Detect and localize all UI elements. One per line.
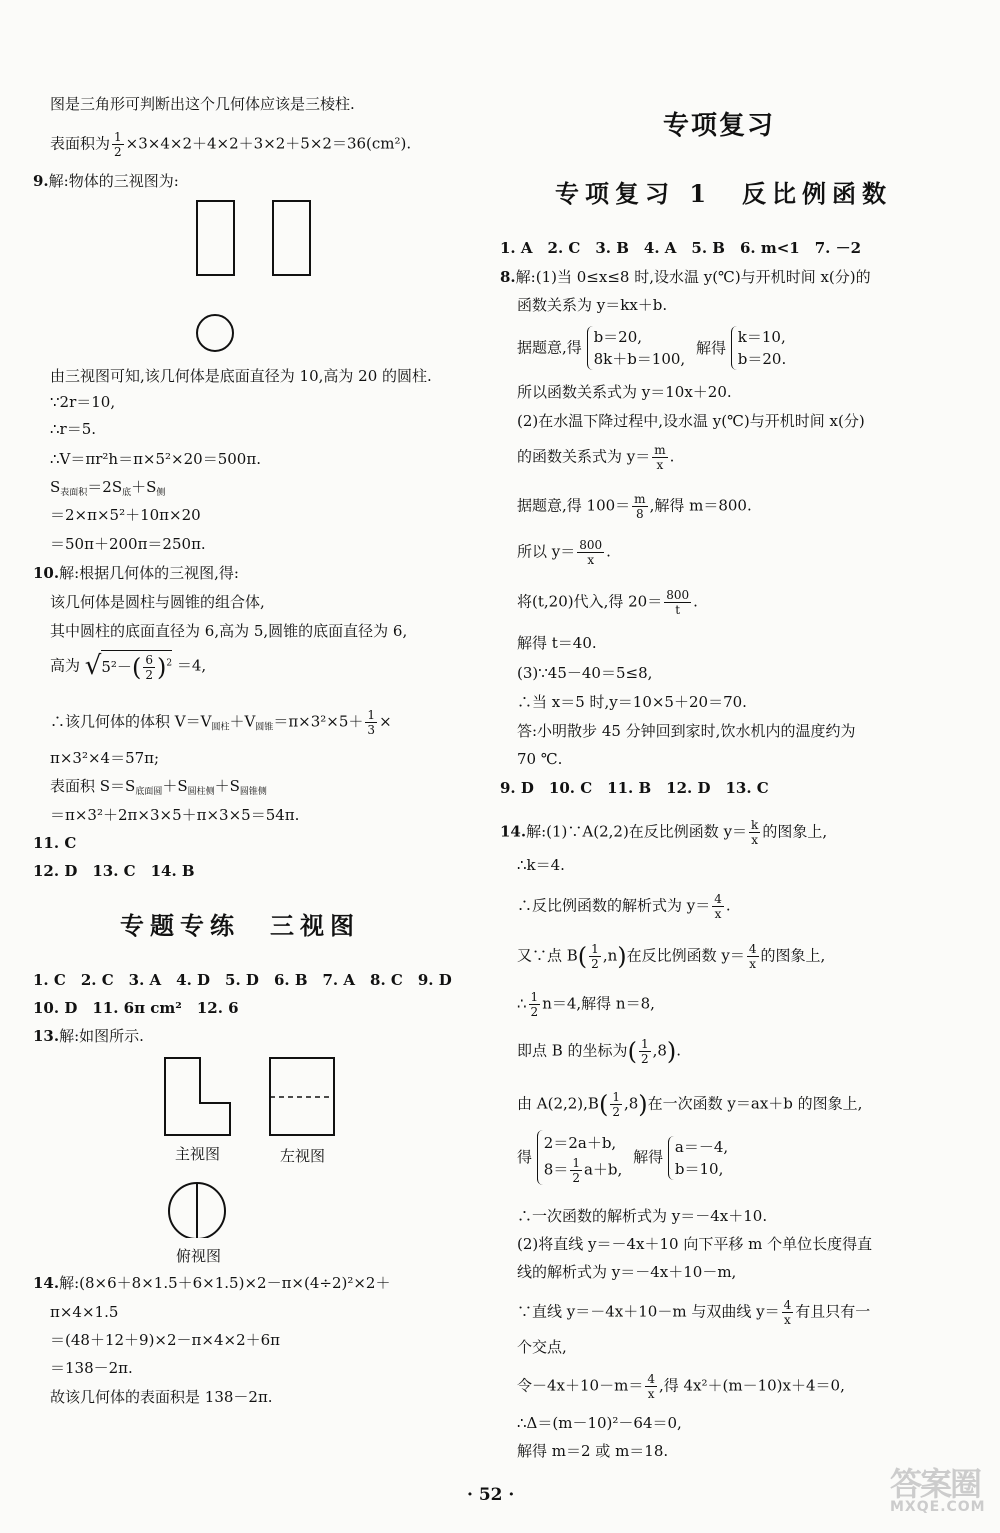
q10-line3: 高为 √5²－( $\frac{6}{2}$ )$^2$ ＝4,	[50, 651, 207, 682]
left-intro-line2	[50, 130, 411, 159]
solution-system: a＝－4, b＝10,	[668, 1136, 728, 1180]
top-view-circle	[197, 315, 233, 351]
square-root: √5²－( $\frac{6}{2}$ )$^2$	[84, 651, 173, 682]
q13-heading: 13.解:如图所示.	[33, 1027, 144, 1045]
q8-line5: (2)在水温下降过程中,设水温 y(℃)与开机时间 x(分)	[517, 412, 865, 430]
q14-left-line1: 14.解:(8×6＋8×1.5＋6×1.5)×2－π×(4÷2)²×2＋	[33, 1274, 391, 1292]
q14-r-line1: 14.解:(1)∵A(2,2)在反比例函数 y＝ $\frac{k}{x}$ 的图象上,	[500, 818, 828, 847]
q8-line10: 解得 t＝40.	[517, 634, 597, 652]
q14-r-line13: 个交点,	[517, 1338, 567, 1356]
q9-line7: ＝50π＋200π＝250π.	[50, 535, 206, 553]
answers-r-row2: 9. D 10. C 11. B 12. D 13. C	[500, 779, 769, 797]
q14-r-line7: 由 A(2,2),B( $\frac{1}{2}$ ,8)在一次函数 y＝ax＋b 的图象上,	[517, 1090, 863, 1119]
section-heading-review: 专项复习	[663, 111, 776, 141]
q10-line6: 表面积 $S=S_{底面圆}+S_{圆柱侧}+S_{圆锥侧}$	[50, 777, 267, 797]
answers-q12-14: 12. D 13. C 14. B	[33, 862, 195, 880]
q14-left-line5: 故该几何体的表面积是 138－2π.	[50, 1388, 273, 1406]
q8-line3: 据题意,得 b＝20, 8k＋b＝100, 解得 k＝10, b＝20.	[517, 328, 787, 368]
q10-heading: 10.解:根据几何体的三视图,得:	[33, 564, 239, 582]
q9-three-view-figure	[190, 195, 320, 360]
q14-r-line11: 线的解析式为 y＝－4x＋10－m,	[517, 1263, 737, 1281]
answers-r-row1: 1. A 2. C 3. B 4. A 5. B 6. m<1 7. －2	[500, 239, 862, 257]
q8-line7: 据题意,得 100＝ $\frac{m}{8}$ ,解得 m＝800.	[517, 492, 752, 521]
q14-r-line10: (2)将直线 y＝－4x＋10 向下平移 m 个单位长度得直	[517, 1235, 873, 1253]
answers-row2: 10. D 11. 6π cm² 12. 6	[33, 999, 239, 1017]
label-left-view: 左视图	[280, 1147, 326, 1165]
q8-line2: 函数关系为 y＝kx＋b.	[517, 296, 668, 314]
equation-system: b＝20, 8k＋b＝100,	[587, 326, 686, 370]
q10-line4: ∴该几何体的体积 $V=V_{圆柱}+V_{圆锥}=\pi\times 3^2\times 5+$ $\frac{1}{3}$ ×	[50, 708, 392, 737]
q8-line12: ∴当 x＝5 时,y＝10×5＋20＝70.	[517, 693, 747, 711]
answer-q11: 11. C	[33, 834, 77, 852]
q9-line4: ∴V＝πr²h＝π×5²×20＝500π.	[50, 450, 261, 468]
q9-heading	[33, 174, 179, 189]
fraction: $\frac{1}{2}$	[114, 130, 122, 159]
label-top-view: 俯视图	[176, 1247, 222, 1265]
q9-line6: ＝2×π×5²＋10π×20	[50, 506, 201, 524]
text: 解:物体的三视图为:	[48, 172, 179, 190]
solution-system: k＝10, b＝20.	[731, 326, 786, 370]
q14-r-line15: ∴Δ＝(m－10)²－64＝0,	[517, 1414, 682, 1432]
q10-line5: π×3²×4＝57π;	[50, 749, 160, 767]
q14-r-line14: 令－4x＋10－m＝ $\frac{4}{x}$ ,得 4x²＋(m－10)x＋4＝0,	[517, 1372, 845, 1401]
text: ×3×4×2＋4×2＋3×2＋5×2＝36(cm²).	[125, 134, 412, 153]
q14-r-line5: ∴ $\frac{1}{2}$ n＝4,解得 n＝8,	[517, 990, 655, 1019]
q14-r-line16: 解得 m＝2 或 m＝18.	[517, 1442, 669, 1460]
q9-line3: ∴r＝5.	[50, 420, 97, 438]
q10-line1: 该几何体是圆柱与圆锥的组合体,	[50, 593, 265, 611]
q14-left-line2: π×4×1.5	[50, 1303, 119, 1321]
page-number: · 52 ·	[467, 1485, 515, 1505]
question-number: 9.	[33, 172, 49, 190]
section-title-three-views: 专题专练 三视图	[120, 911, 360, 940]
q14-r-line9: ∴一次函数的解析式为 y＝－4x＋10.	[517, 1207, 768, 1225]
q8-line13: 答:小明散步 45 分钟回到家时,饮水机内的温度约为	[517, 722, 856, 740]
q14-r-line6: 即点 B 的坐标为( $\frac{1}{2}$ ,8).	[517, 1037, 682, 1066]
left-intro-line1: 图是三角形可判断出这个几何体应该是三棱柱.	[50, 95, 355, 113]
q14-r-line3: ∴反比例函数的解析式为 y＝ $\frac{4}{x}$ .	[517, 892, 731, 921]
watermark-logo: 答案圈 MXQE.COM	[890, 1465, 986, 1515]
q9-line1: 由三视图可知,该几何体是底面直径为 10,高为 20 的圆柱.	[50, 367, 432, 385]
q8-line8: 所以 y＝ $\frac{800}{x}$ .	[517, 538, 611, 567]
side-view-rect	[273, 201, 310, 275]
q8-line4: 所以函数关系式为 y＝10x＋20.	[517, 383, 732, 401]
main-view-l-shape	[165, 1058, 230, 1135]
q14-r-line4: 又∵点 B( $\frac{1}{2}$ ,n)在反比例函数 y＝ $\frac{4}{x}$ 的图象上,	[517, 942, 826, 971]
q8-line14: 70 ℃.	[517, 750, 563, 768]
q9-line5: $S_{表面积}=2S_底+S_侧$	[50, 478, 166, 498]
q14-r-line2: ∴k＝4.	[517, 856, 565, 874]
q14-r-line12: ∵直线 y＝－4x＋10－m 与双曲线 y＝ $\frac{4}{x}$ 有且只有一	[517, 1298, 871, 1327]
q14-left-line3: ＝(48＋12＋9)×2－π×4×2＋6π	[50, 1331, 281, 1349]
section-title-inverse-function: 专项复习 1 反比例函数	[555, 179, 893, 208]
q9-line2: ∵2r＝10,	[50, 393, 116, 411]
answers-row1: 1. C 2. C 3. A 4. D 5. D 6. B 7. A 8. C 9. D	[33, 971, 452, 989]
text: 表面积为	[50, 134, 111, 153]
front-view-rect	[197, 201, 234, 275]
q14-r-line8: 得 2＝2a＋b, 8＝ $\frac{1}{2}$ a＋b, 解得 a＝－4, b＝10,	[517, 1130, 728, 1185]
q8-line11: (3)∵45－40＝5≤8,	[517, 664, 653, 682]
equation-system: 2＝2a＋b, 8＝ $\frac{1}{2}$ a＋b,	[537, 1130, 623, 1185]
q10-line7: ＝π×3²＋2π×3×5＋π×3×5＝54π.	[50, 806, 300, 824]
q8-line6: 的函数关系式为 y＝ $\frac{m}{x}$ .	[517, 443, 675, 472]
label-main-view: 主视图	[175, 1145, 221, 1163]
q8-line9: 将(t,20)代入,得 20＝ $\frac{800}{t}$ .	[517, 588, 698, 617]
q8-line1: 8.解:(1)当 0≤x≤8 时,设水温 y(℃)与开机时间 x(分)的	[500, 268, 871, 286]
q14-left-line4: ＝138－2π.	[50, 1359, 133, 1377]
q10-line2: 其中圆柱的底面直径为 6,高为 5,圆锥的底面直径为 6,	[50, 622, 408, 640]
